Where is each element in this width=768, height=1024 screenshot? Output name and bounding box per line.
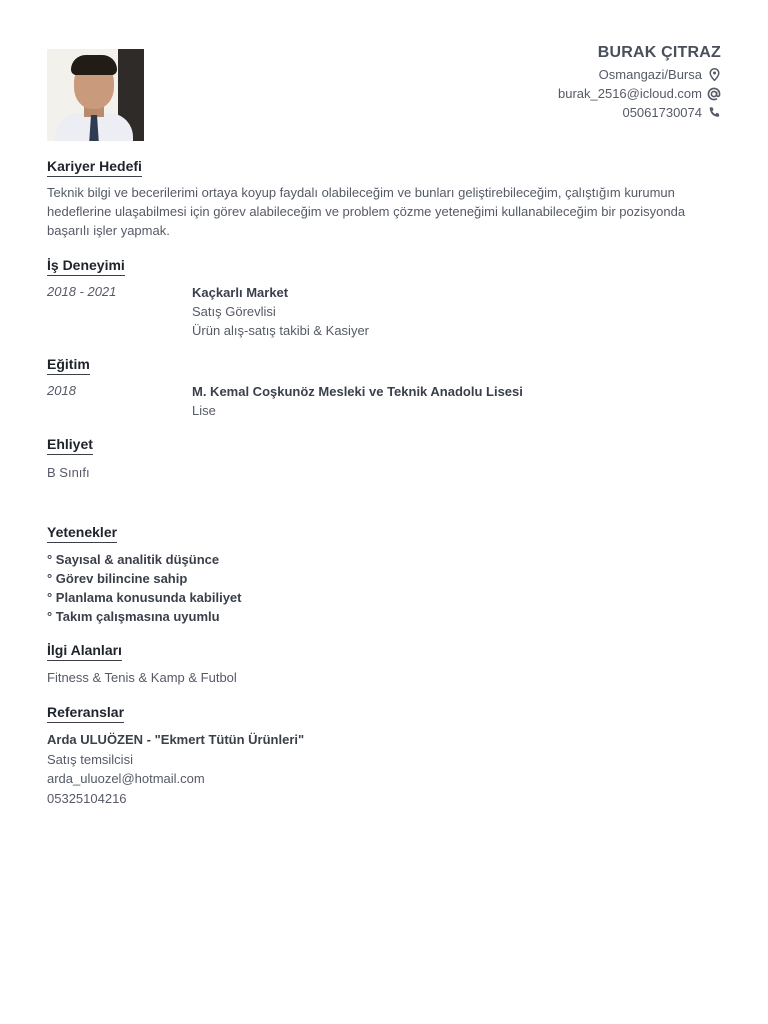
list-item: ° Sayısal & analitik düşünce (47, 552, 220, 567)
contact-phone (622, 105, 721, 120)
section-title-experience: İş Deneyimi (47, 257, 125, 276)
experience-company: Kaçkarlı Market (192, 285, 289, 300)
map-pin-icon (707, 68, 721, 82)
profile-photo (47, 49, 144, 141)
experience-role: Satış Görevlisi (192, 304, 276, 319)
section-title-skills: Yetenekler (47, 524, 117, 543)
at-icon (707, 87, 721, 101)
section-title-references: Referanslar (47, 704, 124, 723)
interests-value: Fitness & Tenis & Kamp & Futbol (47, 670, 237, 685)
experience-date: 2018 - 2021 (47, 284, 117, 299)
section-title-interests: İlgi Alanları (47, 642, 122, 661)
list-item: ° Görev bilincine sahip (47, 571, 188, 586)
contact-email (558, 86, 721, 101)
education-date: 2018 (47, 383, 76, 398)
contact-location (599, 67, 721, 82)
education-level: Lise (192, 403, 216, 418)
reference-entry (47, 730, 304, 808)
license-value: B Sınıfı (47, 465, 90, 480)
reference-name: Arda ULUÖZEN - "Ekmert Tütün Ürünleri" (47, 732, 305, 747)
section-title-education: Eğitim (47, 356, 90, 375)
reference-role: Satış temsilcisi (47, 751, 133, 767)
reference-email[interactable]: arda_uluozel@hotmail.com (47, 771, 205, 786)
phone-text[interactable]: 05061730074 (622, 105, 702, 120)
section-title-career: Kariyer Hedefi (47, 158, 142, 177)
location-text: Osmangazi/Bursa (598, 67, 702, 82)
skills-list (47, 550, 241, 626)
education-school: M. Kemal Coşkunöz Mesleki ve Teknik Anadolu Lisesi (192, 384, 523, 399)
reference-phone[interactable]: 05325104216 (47, 790, 127, 806)
email-text[interactable]: burak_2516@icloud.com (557, 86, 702, 101)
list-item: ° Takım çalışmasına uyumlu (47, 609, 220, 624)
experience-desc: Ürün alış-satış takibi & Kasiyer (192, 323, 370, 338)
full-name: BURAK ÇITRAZ (597, 44, 721, 61)
education-entry (192, 382, 523, 420)
list-item: ° Planlama konusunda kabiliyet (47, 590, 242, 605)
experience-entry (192, 283, 369, 340)
section-title-license: Ehliyet (47, 436, 93, 455)
career-text: Teknik bilgi ve becerilerimi ortaya koyup faydalı olabileceğim ve bunları geliştirebileceğim, çalıştığım kurumun hedeflerine ulaşabilmesi için görev alabileceğim ve problem çözme yeteneğimi kullanabileceğim bir pozisyonda başarılı işler yapmak. (47, 185, 686, 238)
phone-icon (707, 106, 721, 120)
